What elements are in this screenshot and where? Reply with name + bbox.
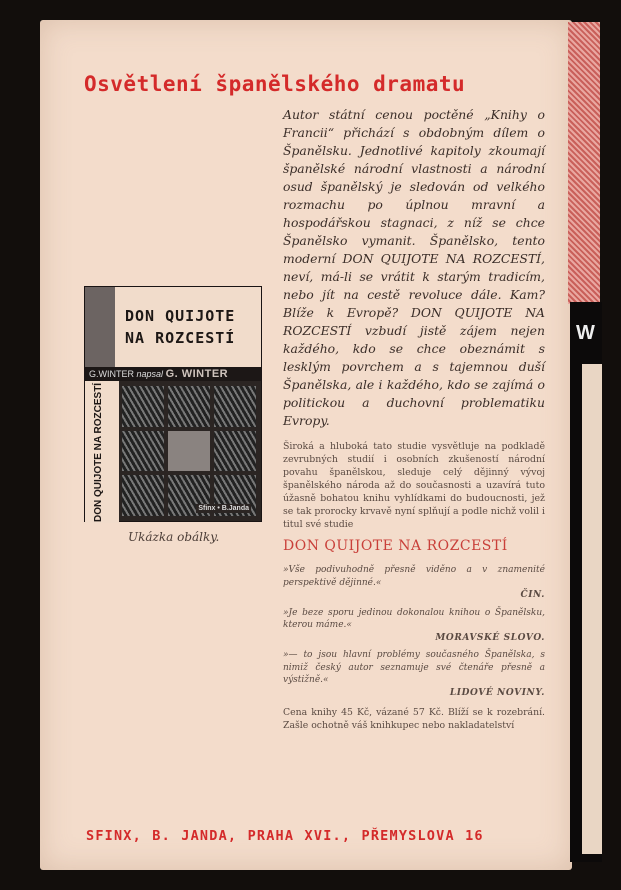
napsal-label: napsal xyxy=(136,369,164,379)
author-small: G.WINTER xyxy=(89,369,134,379)
sample-publisher: Sfinx • B.Janda xyxy=(198,505,249,512)
quote-source: MORAVSKÉ SLOVO. xyxy=(435,632,545,643)
sample-cover-title: DON QUIJOTE NA ROZCESTÍ xyxy=(115,287,261,367)
spine-pattern-strip xyxy=(568,22,600,304)
publisher-footer: SFINX, B. JANDA, PRAHA XVI., PŘEMYSLOVA 16 xyxy=(86,828,484,844)
sample-caption: Ukázka obálky. xyxy=(128,530,220,544)
quote-source: ČIN. xyxy=(520,590,545,600)
gray-block xyxy=(85,287,115,367)
author-band xyxy=(85,367,261,381)
quote-text: »Je beze sporu jedinou dokonalou knihou o Španělsku, kterou máme.« xyxy=(283,607,545,630)
spine-band xyxy=(582,364,602,854)
author-name: G. WINTER xyxy=(165,368,229,380)
book-spine xyxy=(570,302,602,862)
blurb-text: Autor státní cenou poctěné „Knihy o Francii“ přichází s obdobným dílem o Španělsku. Jednotlivé kapitoly zkoumají španělské národní vlastnosti a národní osud španělský je sledován od velkého rozmachu po úplnou mravní a hospodářskou stagnaci, z níž se chce Španělsko vymanit. Španělsko, tento moderní DON QUIJOTE NA ROZCESTÍ, neví, má-li se vrátit k starým tradicím, nebo jít na cestě revoluce dále. Kam? Blíže k Evropě? DON QUIJOTE NA ROZCESTÍ vzbudí jistě zájem nejen každého, kdo se chce obeznámit s lesklým povrchem a s tajemnou duší Španělska, ale i každého, kdo se zajímá o politickou a duchovní problematiku Evropy. xyxy=(283,107,545,428)
page-title: Osvětlení španělského dramatu xyxy=(84,72,466,96)
right-column xyxy=(283,106,545,732)
study-title: DON QUIJOTE NA ROZCESTÍ xyxy=(283,538,508,554)
quote-text: »Vše podivuhodně přesně viděno a v znamenité perspektivě dějinné.« xyxy=(283,565,545,588)
spine-text: W xyxy=(576,322,595,344)
sample-spine-title: DON QUIJOTE NA ROZCESTÍ xyxy=(85,381,119,523)
study-text: Široká a hluboká tato studie vysvětluje na podkladě zevrubných studií i osobních zkušeností národní povahu španělskou, sleduje celý dějinný vývoj španělského národa až do současnosti a uzavírá tuto úžasně bohatou knihu vyhlídkami do budoucnosti, jež se tak prorocky krvavě nyní splňují a podle nichž volil i titul své studie xyxy=(283,441,545,530)
lattice-image xyxy=(119,383,259,519)
quote-source: LIDOVÉ NOVINY. xyxy=(449,687,545,698)
price-text: Cena knihy 45 Kč, vázané 57 Kč. Blíží se k rozebrání. Zašle ochotně váš knihkupec nebo nakladatelství xyxy=(283,707,545,731)
sample-cover-image xyxy=(84,286,262,522)
quote-text: »— to jsou hlavní problémy současného Španělska, s nimiž český autor seznamuje své čtenáře přesně a výstižně.« xyxy=(283,650,545,685)
review-quotes xyxy=(283,564,545,704)
